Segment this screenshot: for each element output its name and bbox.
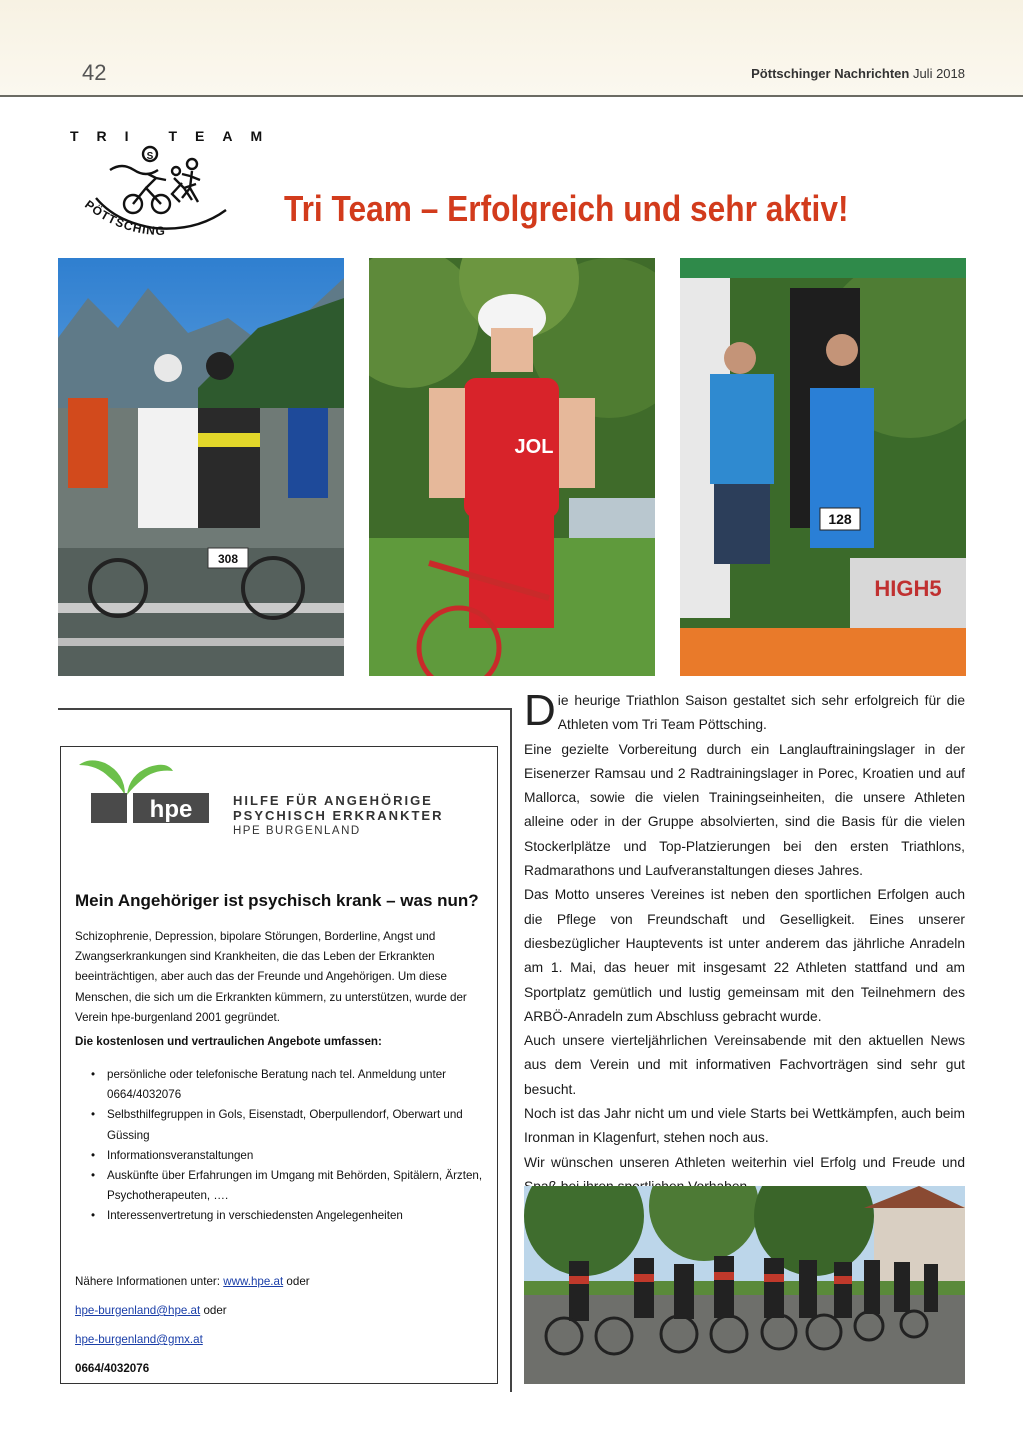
ad-offers-list: [91, 1065, 491, 1227]
page-number: 42: [82, 60, 107, 85]
hpe-logo-text: hpe: [149, 796, 193, 823]
photo-finish-line: [680, 258, 966, 676]
bib-number-right: 128: [828, 511, 852, 527]
cyclist-runner-icon: [66, 128, 256, 240]
article-body: [524, 686, 965, 1199]
bib-number-left: 308: [217, 552, 239, 566]
hpe-org-line1: HILFE FÜR ANGEHÖRIGE: [233, 793, 433, 808]
article-paragraph-text: ie heurige Triathlon Saison gestaltet sich sehr erfolgreich für die Athleten vom Tri Team Pöttsching.: [557, 693, 965, 733]
info-label: Nähere Informationen unter:: [75, 1275, 221, 1288]
email-link-hpe[interactable]: hpe-burgenland@hpe.at: [75, 1304, 201, 1317]
publication-name: Pöttschinger Nachrichten: [751, 66, 910, 81]
article-headline: Tri Team – Erfolgreich und sehr aktiv!: [284, 188, 849, 229]
phone-number: 0664/4032076: [75, 1362, 150, 1375]
svg-text:S: S: [146, 151, 154, 162]
article-paragraph: Wir wünschen unseren Athleten weiterhin viel Erfolg und Freude und: [524, 1154, 965, 1170]
list-item: • Auskünfte über Erfahrungen im Umgang mit Behörden, Spitälern, Ärzten, Psychotherapeuten, ….: [91, 1166, 491, 1206]
jersey-text: JOL: [514, 436, 554, 458]
section-divider-vertical: [510, 708, 512, 1392]
ad-offers-heading: Die kostenlosen und vertraulichen Angebote umfassen:: [75, 1035, 382, 1048]
banner-text: HIGH5: [874, 576, 942, 601]
hpe-org-line2: PSYCHISCH ERKRANKTER: [233, 808, 444, 823]
logo-top-text: TRI TEAM: [70, 128, 281, 144]
website-link[interactable]: www.hpe.at: [223, 1275, 284, 1288]
article-paragraph: Noch ist das Jahr nicht um und viele Starts bei Wettkämpfen, auch beim Ironman in Klagenfurt, stehen noch aus.: [524, 1106, 965, 1146]
hpe-advertisement: [60, 746, 498, 1384]
article-paragraph: [524, 686, 965, 738]
ad-intro: Schizophrenie, Depression, bipolare Störungen, Borderline, Angst und Zwangserkrankungen sind Krankheiten, die das Leben der Erkrankten beeinträchtigen, aber auch das der Freunde und Angehörigen. Um diese Menschen, die sich um die Erkrankten kümmern, zu unterstützen, wurde der Verein hpe-burgenland 2001 gegründet.: [75, 930, 467, 1024]
email-link-gmx[interactable]: hpe-burgenland@gmx.at: [75, 1333, 203, 1346]
list-item: • Informationsveranstaltungen: [91, 1146, 491, 1166]
issue-date: Juli 2018: [912, 66, 965, 81]
section-divider-horizontal: [58, 708, 511, 710]
photo-cyclists-mountains: [58, 258, 344, 676]
header-band: [0, 0, 1023, 96]
or-text: oder: [203, 1304, 227, 1317]
photo-group-ride: [524, 1186, 965, 1384]
ad-contact-info: [75, 1267, 310, 1383]
hpe-logo: [75, 755, 225, 845]
header-rule: [0, 95, 1023, 97]
running-header: [751, 66, 965, 81]
photo-triathlete-bike: [369, 258, 655, 676]
hpe-org-region: HPE BURGENLAND: [233, 825, 361, 837]
list-item: • persönliche oder telefonische Beratung nach tel. Anmeldung unter 0664/4032076: [91, 1065, 491, 1105]
list-item: • Interessenvertretung in verschiedensten Angelegenheiten: [91, 1206, 491, 1226]
or-text: oder: [286, 1275, 310, 1288]
tri-team-logo: [66, 128, 281, 240]
article-paragraph: Eine gezielte Vorbereitung durch ein Langlauftrainingslager in der Eisenerzer Ramsau und 2 Radtrainingslager in Porec, Kroatien und auf Mallorca, sowie die vielen Trainingseinheiten, die unsere Athleten alleine oder in der Gruppe absolvierten, sind die Basis für die vielen Stockerlplätze und Top-Platzierungen bei den ersten Triathlons, Radmarathons und Laufveranstaltungen dieses Jahres.: [524, 741, 965, 879]
ad-heading: Mein Angehöriger ist psychisch krank – was nun?: [75, 891, 479, 910]
list-item: • Selbsthilfegruppen in Gols, Eisenstadt, Oberpullendorf, Oberwart und Güssing: [91, 1105, 491, 1145]
drop-cap: D: [524, 686, 556, 735]
logo-bottom-text: PÖTTSCHING: [82, 197, 166, 238]
article-paragraph: Auch unsere vierteljährlichen Vereinsabende mit den aktuellen News aus dem Verein und mit informativen Fachvorträgen sind sehr gut besucht.: [524, 1033, 965, 1097]
article-paragraph: Das Motto unseres Vereines ist neben den sportlichen Erfolgen auch die Pflege von Freundschaft und Geselligkeit. Eines unserer diesbezüglicher Hauptevents ist unter anderem das jährliche Anradeln am 1. Mai, das heuer mit insgesamt 22 Athleten stattfand und am Sportplatz gemütlich und lustig gemeinsam mit den Teilnehmern des ARBÖ-Anradeln zum Abschluss gebracht wurde.: [524, 887, 965, 1024]
hpe-org-name: [233, 793, 443, 823]
